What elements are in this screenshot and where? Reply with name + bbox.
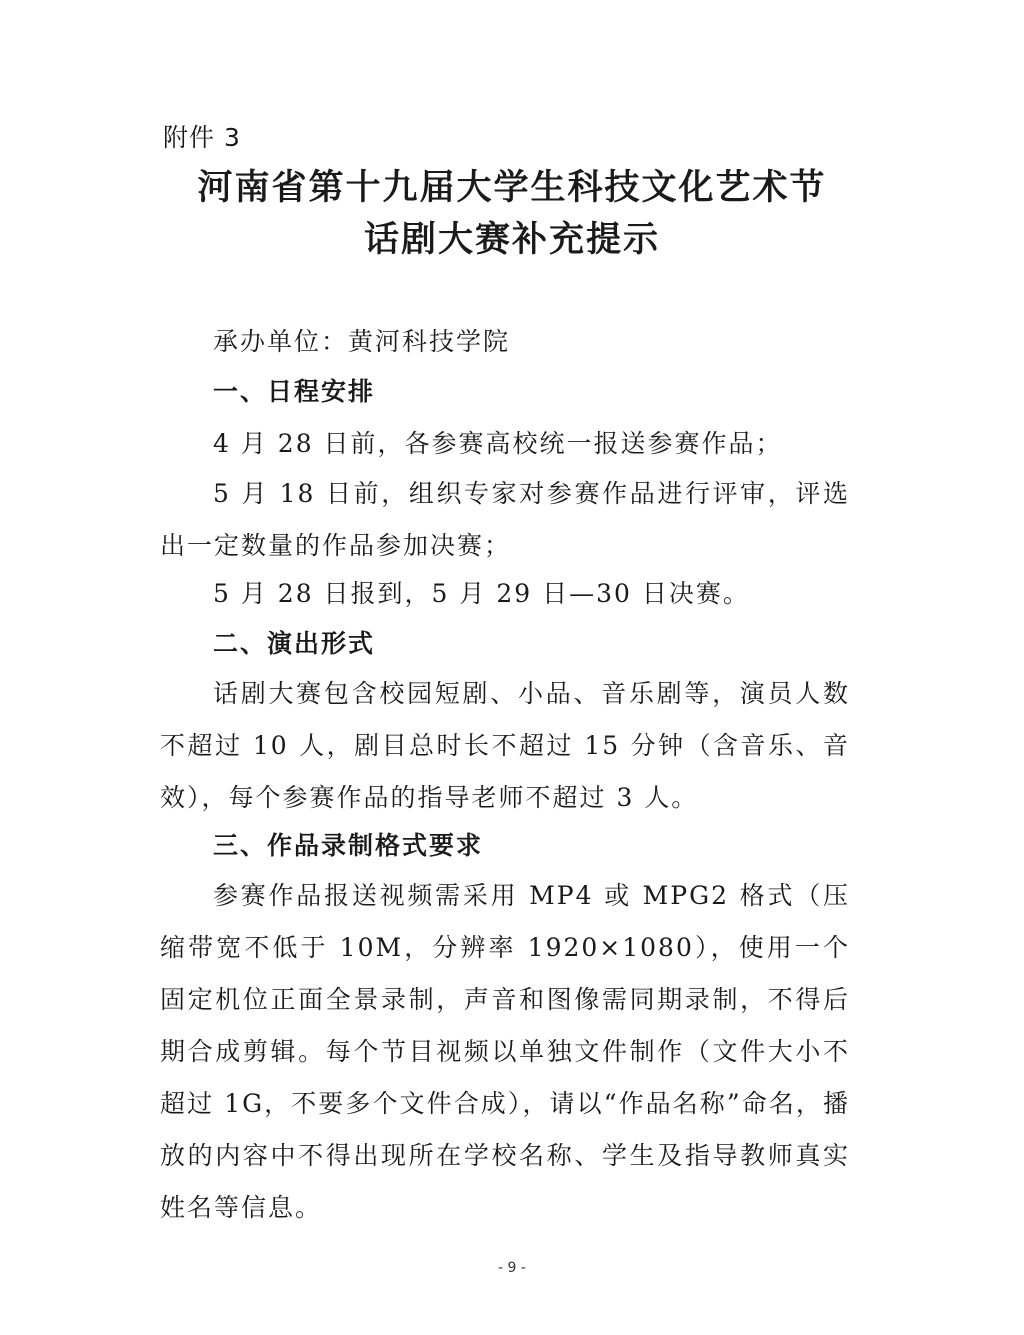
performance-paragraph: 话剧大赛包含校园短剧、小品、音乐剧等，演员人数不超过 10 人，剧目总时长不超过 15 分钟（含音乐、音效），每个参赛作品的指导老师不超过 3 人。 [160, 679, 850, 812]
organizer-line: 承办单位：黄河科技学院 [213, 327, 511, 356]
section-heading-performance: 二、演出形式 [213, 629, 376, 658]
section-heading-schedule: 一、日程安排 [213, 377, 376, 406]
document-title-line-1: 河南省第十九届大学生科技文化艺术节 [197, 167, 827, 208]
page-number: - 9 - [498, 1260, 526, 1276]
document-title-line-2: 话剧大赛补充提示 [363, 219, 660, 260]
schedule-item-2: 5 月 18 日前，组织专家对参赛作品进行评审，评选出一定数量的作品参加决赛； [160, 479, 850, 560]
schedule-item-3: 5 月 28 日报到，5 月 29 日—30 日决赛。 [213, 579, 750, 608]
attachment-label: 附件 3 [163, 123, 241, 152]
recording-paragraph: 参赛作品报送视频需采用 MP4 或 MPG2 格式（压缩带宽不低于 10M，分辨率 1920×1080），使用一个固定机位正面全景录制，声音和图像需同期录制，不得后期合成剪辑。每个节目视频以单独文件制作（文件大小不超过 1G，不要多个文件合成），请以“作品名称”命名，播放的内容中不得出现所在学校名称、学生及指导教师真实姓名等信息。 [160, 881, 850, 1222]
schedule-item-1: 4 月 28 日前，各参赛高校统一报送参赛作品； [213, 429, 783, 458]
section-heading-recording: 三、作品录制格式要求 [213, 831, 484, 860]
